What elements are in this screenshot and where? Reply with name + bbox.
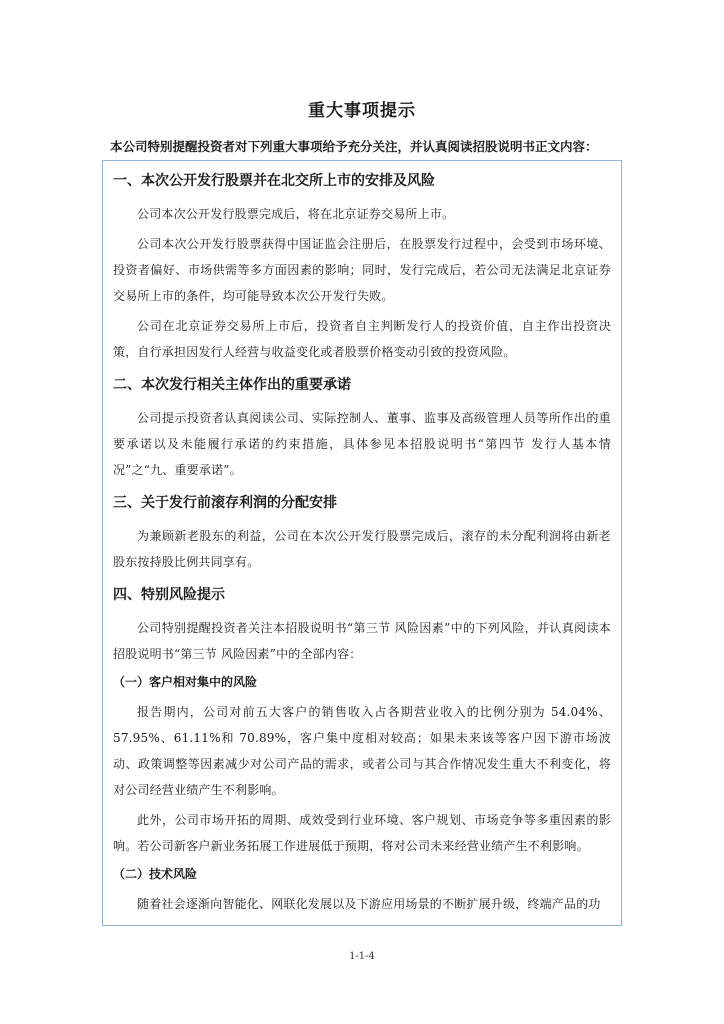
paragraph: 公司提示投资者认真阅读公司、实际控制人、董事、监事及高级管理人员等所作出的重要承诺以及未能履行承诺的约束措施，具体参见本招股说明书“第四节 发行人基本情况”之“九、重要承诺”。: [113, 411, 611, 477]
content-box: [102, 160, 622, 926]
paragraph: 公司本次公开发行股票完成后，将在北京证券交易所上市。: [137, 207, 455, 221]
paragraph: 公司在北京证券交易所上市后，投资者自主判断发行人的投资价值，自主作出投资决策，自行承担因发行人经营与收益变化或者股票价格变动引致的投资风险。: [113, 319, 611, 359]
section-heading: 二、本次发行相关主体作出的重要承诺: [113, 377, 351, 393]
paragraph: 公司特别提醒投资者关注本招股说明书“第三节 风险因素”中的下列风险，并认真阅读本招股说明书“第三节 风险因素”中的全部内容：: [113, 621, 611, 661]
intro-text: 本公司特别提醒投资者对下列重大事项给予充分关注，并认真阅读招股说明书正文内容：: [110, 139, 598, 154]
subsection-heading: （一）客户相对集中的风险: [113, 675, 258, 689]
section-heading: 一、本次公开发行股票并在北交所上市的安排及风险: [113, 173, 435, 189]
section-heading: 三、关于发行前滚存利润的分配安排: [113, 495, 337, 511]
page-title: 重大事项提示: [308, 101, 416, 121]
paragraph: 随着社会逐渐向智能化、网联化发展以及下游应用场景的不断扩展升级，终端产品的功: [137, 897, 601, 911]
paragraph: 此外，公司市场开拓的周期、成效受到行业环境、客户规划、市场竞争等多重因素的影响。若公司新客户新业务拓展工作进展低于预期，将对公司未来经营业绩产生不利影响。: [113, 813, 611, 853]
section-heading: 四、特别风险提示: [113, 587, 225, 603]
paragraph: 为兼顾新老股东的利益，公司在本次公开发行股票完成后，滚存的未分配利润将由新老股东按持股比例共同享有。: [113, 529, 611, 569]
paragraph: 公司本次公开发行股票获得中国证监会注册后，在股票发行过程中，会受到市场环境、投资者偏好、市场供需等多方面因素的影响；同时，发行完成后，若公司无法满足北京证券交易所上市的条件，均可能导致本次公开发行失败。: [113, 237, 611, 303]
page-number: 1-1-4: [349, 951, 375, 962]
paragraph: 报告期内，公司对前五大客户的销售收入占各期营业收入的比例分别为 54.04%、57.95%、61.11%和 70.89%，客户集中度相对较高；如果未来该等客户因下游市场波动、政策调整等因素减少对公司产品的需求，或者公司与其合作情况发生重大不利变化，将对公司经营业绩产生不利影响。: [113, 705, 611, 797]
subsection-heading: （二）技术风险: [113, 867, 198, 881]
